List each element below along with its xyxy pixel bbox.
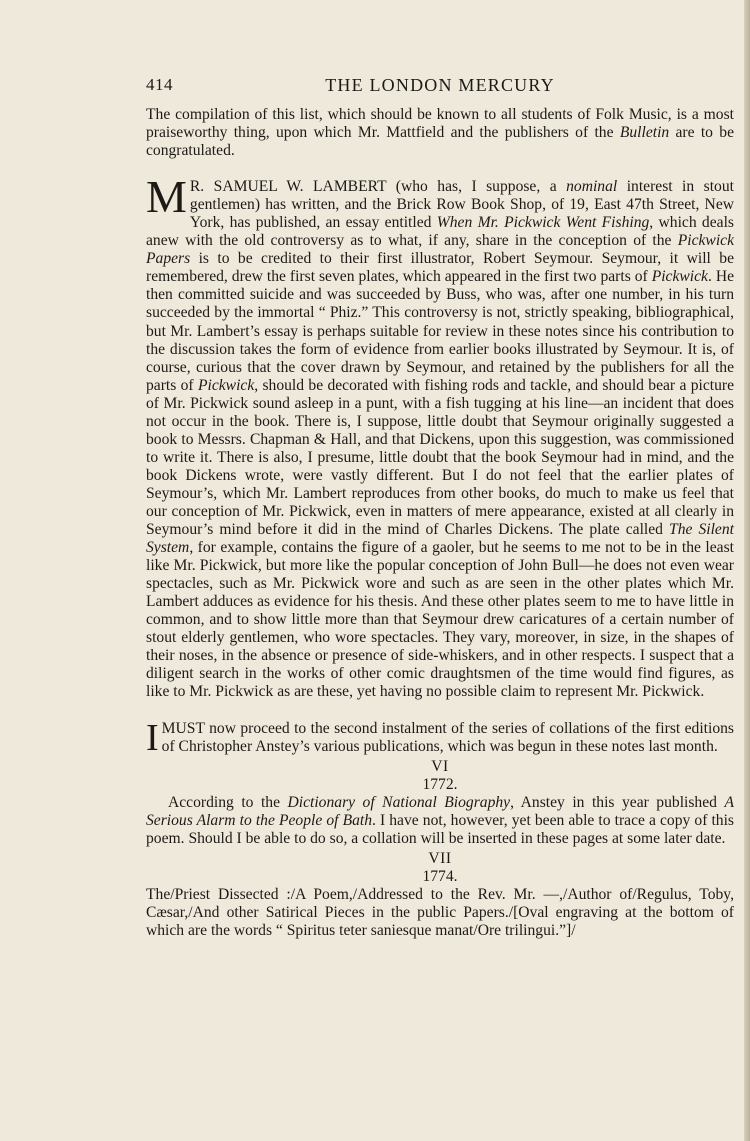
italic-word: nominal [566, 178, 618, 196]
drop-cap: I [146, 716, 159, 759]
text-run: . I have not, however, yet been able to trace a copy of this poem. Should I be able to do so, a collation will be inserted in these pages at some later date. [146, 811, 734, 847]
section-year-1774: 1774. [422, 867, 458, 885]
section-year-1772: 1772. [422, 775, 458, 793]
text-run: , should be decorated with fishing rods and tackle, and should bear a picture of Mr. Pickwick sound asleep in a punt, with a fish tugging at his line—an incident that does not occur in the book. There is, I suppose, little doubt that Seymour originally suggested a book to Messrs. Chapman & Hall, and that Dickens, upon this suggestion, was commissioned to write it. There is also, I presume, little doubt that the book Seymour had in mind, and the book Dickens wrote, were vastly different. But I do not feel that the earlier plates of Seymour’s, which Mr. Lambert reproduces from other books, do much to make us feel that our conception of Mr. Pickwick, even in matters of mere appearance, existed at all clearly in Seymour’s mind before it did in the mind of Charles Dickens. The plate called [146, 376, 734, 539]
text-run: are to be congratulated. [146, 124, 734, 160]
page-header [146, 76, 734, 106]
text-run: According to the [168, 793, 288, 811]
page-number: 414 [146, 75, 173, 94]
italic-title: Dictionary of National Biography [287, 793, 511, 811]
italic-title: Bulletin [619, 124, 670, 142]
text-run: interest in stout gentlemen) has written, and the Brick Row Book Shop, of 19, East 47th Street, New York, has published, an essay entitled [189, 178, 734, 232]
section-numeral-vi: VI [431, 757, 449, 775]
page-edge [744, 0, 750, 1141]
paragraph-anstey [146, 716, 734, 759]
text-run: . He then committed suicide and was succeeded by Buss, who was, after one number, in his turn succeeded by the immortal “ Phiz.” This controversy is not, strictly speaking, bibliographical, but Mr. Lambert’s essay is perhaps suitable for review in these notes since his contribution to the discussion takes the form of evidence from earlier books illustrated by Seymour. It is, of course, curious that the cover drawn by Seymour, and retained by the publishers for all the parts of [146, 268, 735, 394]
page-column [146, 76, 734, 940]
italic-title: Pickwick Papers [146, 232, 734, 268]
italic-title: Pickwick [651, 268, 708, 286]
text-run: , for example, contains the figure of a gaoler, but he seems to me not to be in the least like Mr. Pickwick, but more like the popular conception of John Bull—he does not even wear spectacles, such as Mr. Pickwick wore and such as are seen in the other plates which Mr. Lambert adduces as evidence for his thesis. And these other plates seem to me to have little in common, and to show little more than that Seymour drew caricatures of a certain number of stout elderly gentlemen, who wore spectacles. They vary, moreover, in size, in the shapes of their noses, in the absence or presence of side-whiskers, and in other respects. I suspect that a diligent search in the works of other comic draughtsmen of the time would find figures, as like to Mr. Pickwick as are these, yet having no possible claim to represent Mr. Pickwick. [146, 539, 734, 701]
text-run: , Anstey in this year published [510, 793, 725, 811]
italic-title: A Serious Alarm to the People of Bath [146, 793, 734, 829]
running-head: THE LONDON MERCURY [325, 75, 555, 95]
text-run: R. SAMUEL W. LAMBERT (who has, I suppose, a [189, 178, 567, 196]
paragraph-section-vii: The/Priest Dissected :/A Poem,/Addressed to the Rev. Mr. —,/Author of/Regulus, Toby, Cæsar,/And other Satirical Pieces in the public Papers./[Oval engraving at the bottom of which are the words “ Spiritus teter saniesque manat/Ore trilingui.”]/ [146, 885, 734, 939]
paragraph-lambert [146, 171, 735, 701]
italic-title: Pickwick [197, 376, 255, 394]
paragraph-intro [146, 106, 734, 160]
text-run: MUST now proceed to the second instalment of the series of collations of the first editions of Christopher Anstey’s various publications, which was begun in these notes last month. [161, 719, 734, 755]
paragraph-section-vi [146, 794, 734, 848]
italic-title: When Mr. Pickwick Went Fishing [436, 214, 650, 232]
section-numeral-vii: VII [428, 849, 452, 867]
text-run: , which deals anew with the old controversy as to what, if any, share in the conception of the [146, 214, 734, 250]
text-run: is to be credited to their first illustrator, Robert Seymour. Seymour, it will be remembered, drew the first seven plates, which appeared in the first two parts of [146, 250, 734, 286]
drop-cap: M [146, 171, 187, 223]
text-run: The compilation of this list, which should be known to all students of Folk Music, is a most praiseworthy thing, upon which Mr. Mattfield and the publishers of the [146, 106, 734, 142]
italic-title: The Silent System [146, 521, 734, 557]
